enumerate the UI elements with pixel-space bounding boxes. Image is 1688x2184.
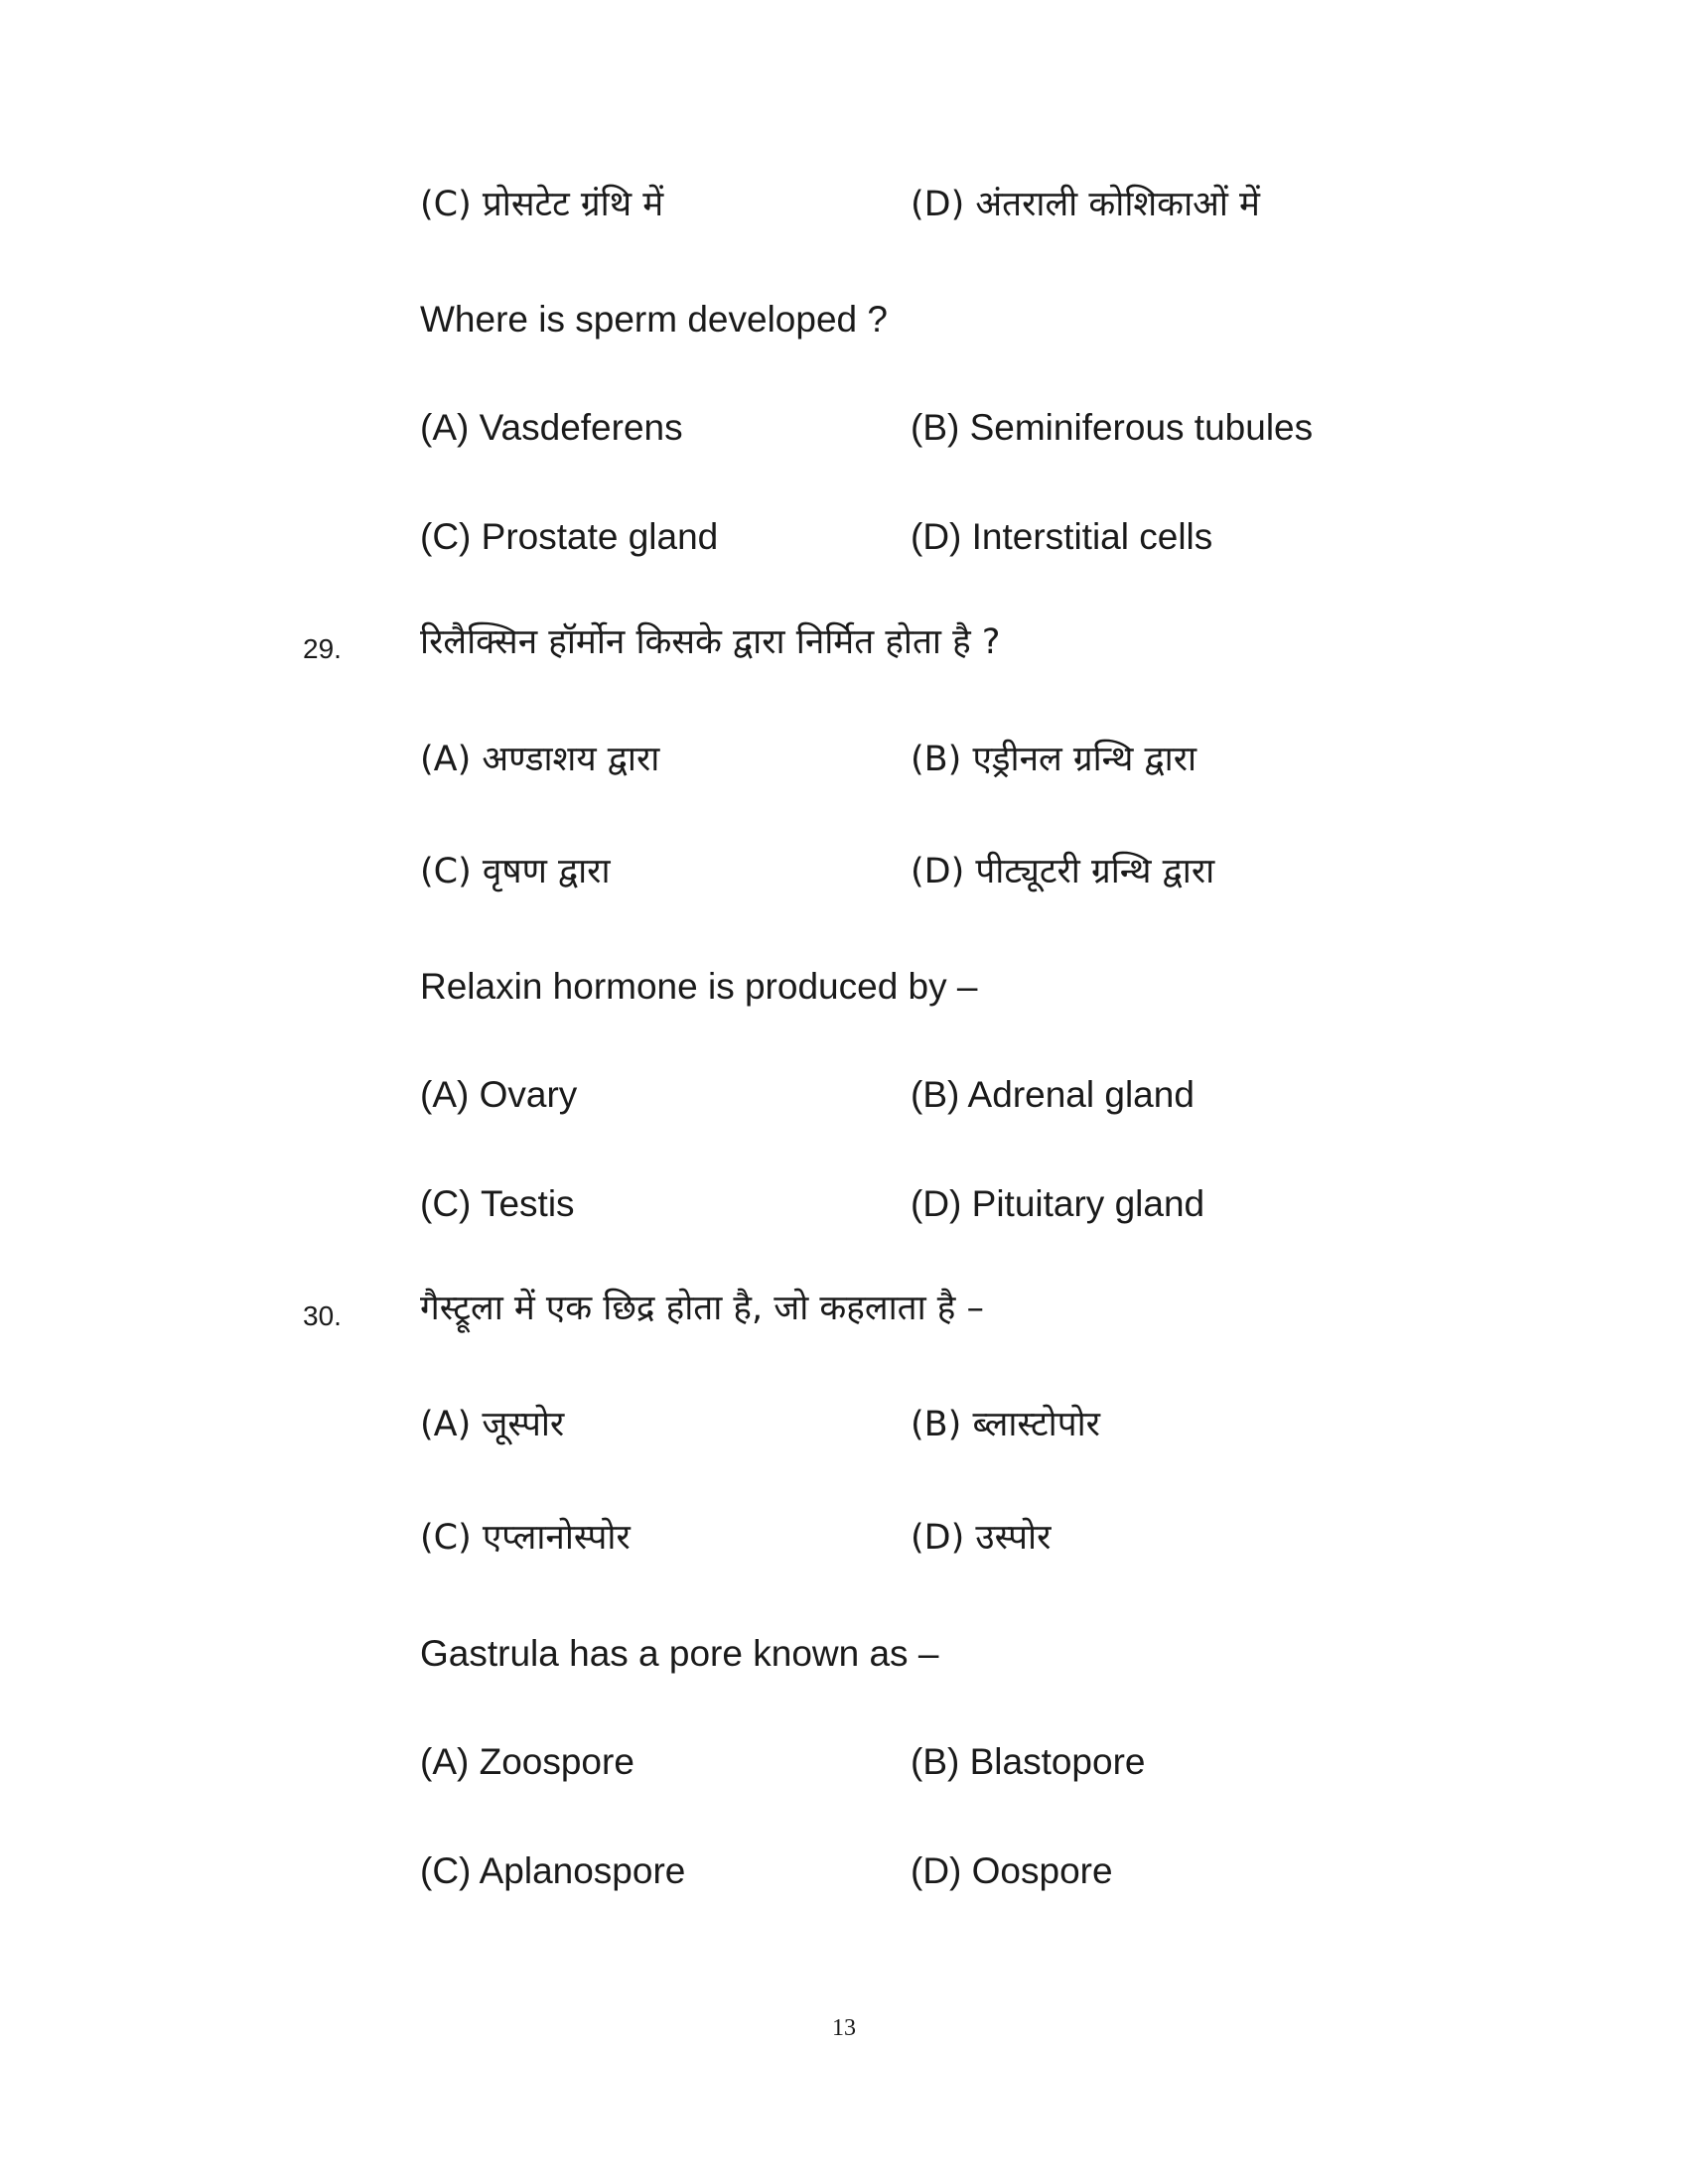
q29-number: 29. bbox=[303, 633, 342, 664]
q29-en-option-b: (B) Adrenal gland bbox=[911, 1074, 1195, 1115]
q30-en-option-d: (D) Oospore bbox=[911, 1850, 1113, 1891]
q28-en-option-c: (C) Prostate gland bbox=[420, 516, 719, 557]
q29-en-option-a: (A) Ovary bbox=[420, 1074, 578, 1115]
q28-en-option-a: (A) Vasdeferens bbox=[420, 407, 683, 448]
q28-en-question: Where is sperm developed ? bbox=[420, 299, 888, 340]
q28-hi-option-c: (C) प्रोसटेट ग्रंथि में bbox=[420, 185, 664, 224]
q30-hi-option-d: (D) उस्पोर bbox=[911, 1518, 1052, 1558]
q30-en-question: Gastrula has a pore known as – bbox=[420, 1633, 939, 1674]
q29-hi-option-d: (D) पीट्यूटरी ग्रन्थि द्वारा bbox=[911, 852, 1215, 891]
q30-hi-option-b: (B) ब्लास्टोपोर bbox=[911, 1405, 1100, 1444]
q30-hi-question: गैस्ट्रूला में एक छिद्र होता है, जो कहलाता है – bbox=[420, 1289, 985, 1328]
q30-en-option-c: (C) Aplanospore bbox=[420, 1850, 686, 1891]
q28-hi-option-d: (D) अंतराली कोशिकाओं में bbox=[911, 185, 1260, 224]
q29-en-option-d: (D) Pituitary gland bbox=[911, 1183, 1205, 1224]
q29-hi-option-c: (C) वृषण द्वारा bbox=[420, 852, 611, 891]
q30-hi-option-a: (A) जूस्पोर bbox=[420, 1405, 565, 1444]
page-number: 13 bbox=[832, 2015, 856, 2041]
q29-en-question: Relaxin hormone is produced by – bbox=[420, 966, 978, 1007]
q29-hi-option-a: (A) अण्डाशय द्वारा bbox=[420, 740, 660, 779]
q29-en-option-c: (C) Testis bbox=[420, 1183, 575, 1224]
q28-en-option-b: (B) Seminiferous tubules bbox=[911, 407, 1314, 448]
q30-en-option-a: (A) Zoospore bbox=[420, 1741, 634, 1782]
q28-en-option-d: (D) Interstitial cells bbox=[911, 516, 1213, 557]
q30-number: 30. bbox=[303, 1300, 342, 1331]
q29-hi-question: रिलैक्सिन हॉर्मोन किसके द्वारा निर्मित होता है ? bbox=[420, 622, 1001, 662]
q30-hi-option-c: (C) एप्लानोस्पोर bbox=[420, 1518, 631, 1558]
q30-en-option-b: (B) Blastopore bbox=[911, 1741, 1146, 1782]
q29-hi-option-b: (B) एड्रीनल ग्रन्थि द्वारा bbox=[911, 740, 1197, 779]
